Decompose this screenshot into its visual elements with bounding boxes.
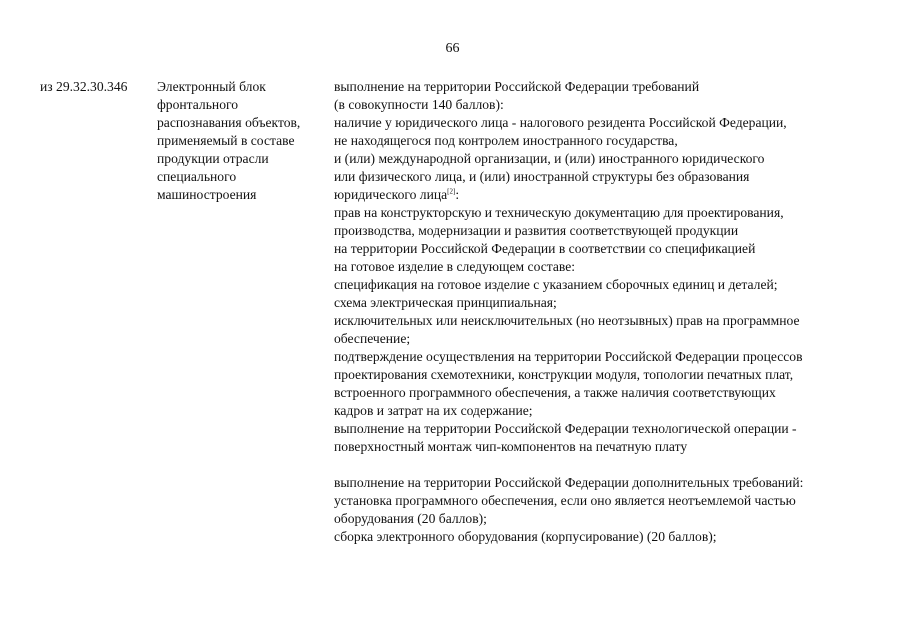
requirement-line: встроенного программного обеспечения, а также наличия соответствующих (334, 385, 776, 400)
requirement-line: (в совокупности 140 баллов): (334, 97, 504, 112)
requirement-text: юридического лица (334, 187, 448, 202)
additional-requirement-line: выполнение на территории Российской Федерации дополнительных требований: (334, 475, 804, 490)
product-name-line: машиностроения (157, 187, 257, 202)
requirement-line: прав на конструкторскую и техническую документацию для проектирования, (334, 205, 784, 220)
product-name (157, 78, 327, 204)
requirement-line: поверхностный монтаж чип-компонентов на печатную плату (334, 439, 688, 454)
requirement-line: или физического лица, и (или) иностранной структуры без образования (334, 169, 750, 184)
requirement-suffix: : (455, 187, 460, 202)
requirement-line: спецификация на готовое изделие с указанием сборочных единиц и деталей; (334, 277, 778, 292)
requirement-line: выполнение на территории Российской Федерации технологической операции - (334, 421, 797, 436)
product-name-line: продукции отрасли (157, 151, 269, 166)
product-name-line: распознавания объектов, (157, 115, 301, 130)
requirement-line: исключительных или неисключительных (но неотзывных) прав на программное (334, 313, 800, 328)
requirement-line: и (или) международной организации, и (или) иностранного юридического (334, 151, 765, 166)
requirement-line: обеспечение; (334, 331, 411, 346)
footnote-reference[interactable]: [2] (447, 187, 456, 196)
requirement-line: не находящегося под контролем иностранного государства, (334, 133, 678, 148)
product-name-line: применяемый в составе (157, 133, 295, 148)
additional-requirement-line: установка программного обеспечения, если оно является неотъемлемой частью (334, 493, 796, 508)
additional-requirement-line: сборка электронного оборудования (корпусирование) (20 баллов); (334, 529, 717, 544)
requirement-line: проектирования схемотехники, конструкции модуля, топологии печатных плат, (334, 367, 794, 382)
requirement-line: выполнение на территории Российской Федерации требований (334, 79, 700, 94)
requirement-line: наличие у юридического лица - налогового резидента Российской Федерации, (334, 115, 787, 130)
product-name-line: фронтального (157, 97, 239, 112)
requirement-line: подтверждение осуществления на территории Российской Федерации процессов (334, 349, 803, 364)
requirement-line: на территории Российской Федерации в соответствии со спецификацией (334, 241, 756, 256)
additional-requirement-line: оборудования (20 баллов); (334, 511, 487, 526)
requirement-line: схема электрическая принципиальная; (334, 295, 557, 310)
requirement-line: кадров и затрат на их содержание; (334, 403, 533, 418)
product-name-line: Электронный блок (157, 79, 266, 94)
requirements (334, 78, 894, 546)
paragraph-gap (334, 456, 894, 474)
product-code: из 29.32.30.346 (40, 79, 128, 94)
requirement-line-with-footnote (334, 186, 894, 204)
product-name-line: специального (157, 169, 237, 184)
requirement-line: на готовое изделие в следующем составе: (334, 259, 576, 274)
requirement-line: производства, модернизации и развития соответствующей продукции (334, 223, 739, 238)
page-number: 66 (445, 41, 460, 56)
